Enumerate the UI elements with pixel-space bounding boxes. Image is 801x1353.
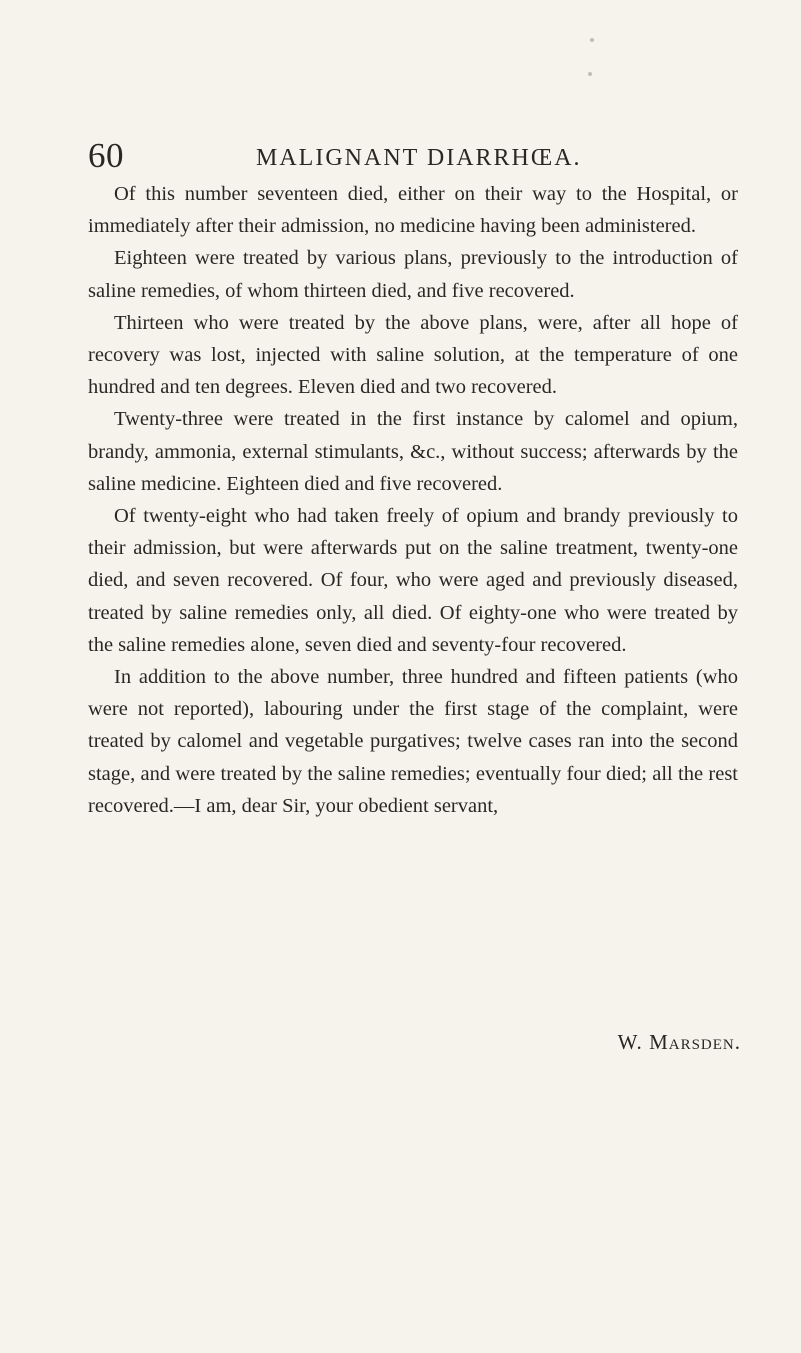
body-text bbox=[88, 178, 738, 822]
running-head: MALIGNANT DIARRHŒA. bbox=[256, 145, 582, 171]
signature-text bbox=[618, 1030, 741, 1055]
page-number: 60 bbox=[88, 136, 124, 175]
paragraph: Twenty-three were treated in the first instance by calomel and opium, brandy, ammonia, external stimulants, &c., without success; afterwards by the saline medicine. Eighteen died and five recovered. bbox=[88, 408, 738, 495]
paragraph: Eighteen were treated by various plans, previously to the introduction of saline remedies, of whom thirteen died, and five recovered. bbox=[88, 247, 738, 302]
paragraph: In addition to the above number, three hundred and fifteen patients (who were not reported), labouring under the first stage of the complaint, were treated by calomel and vegetable purgatives; twelve cases ran into the second stage, and were treated by the saline remedies; eventually four died; all the rest recovered.—I am, dear Sir, your obedient servant, bbox=[88, 666, 738, 817]
signature bbox=[0, 1030, 801, 1070]
paragraph: Thirteen who were treated by the above plans, were, after all hope of recovery was lost, injected with saline solution, at the temperature of one hundred and ten degrees. Eleven died and two recovered. bbox=[88, 311, 738, 399]
signature-name: Marsden. bbox=[649, 1030, 741, 1054]
paragraph: Of this number seventeen died, either on their way to the Hospital, or immediately after their admission, no medicine having been administered. bbox=[88, 183, 738, 238]
page-header bbox=[88, 136, 728, 176]
signature-initial: W. bbox=[617, 1030, 643, 1054]
ink-speck bbox=[588, 72, 592, 76]
ink-speck bbox=[590, 38, 594, 42]
paragraph: Of twenty-eight who had taken freely of opium and brandy previously to their admission, but were afterwards put on the saline treatment, twenty-one died, and seven recovered. Of four, who were aged and previously diseased, treated by saline remedies only, all died. Of eighty-one who were treated by the saline remedies alone, seven died and seventy-four recovered. bbox=[88, 505, 738, 656]
